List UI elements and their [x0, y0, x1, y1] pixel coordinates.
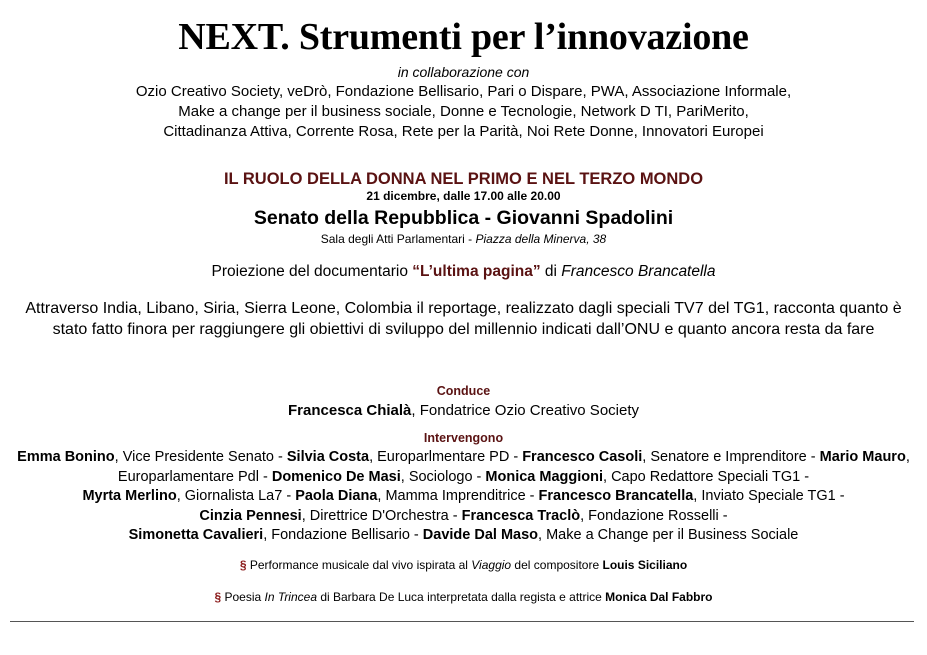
performance-line [0, 557, 927, 573]
poetry-line [0, 589, 927, 605]
poem-title: In Trincea [264, 590, 317, 604]
speaker-role: , Europarlamentare Pdl - [117, 449, 910, 485]
speaker-name: Paola Diana [295, 488, 378, 505]
speaker-name: Emma Bonino [17, 449, 115, 465]
speaker-name: Domenico De Masi [271, 468, 401, 485]
event-description: Attraverso India, Libano, Siria, Sierra Leone, Colombia il reportage, realizzato dagli speciali TV7 del TG1, racconta quanto è stato fatto finora per raggiungere gli obiettivi di sviluppo del millennio indicati dall’ONU e quanto ancora resta da fare [25, 300, 902, 338]
performance-prefix: Performance musicale dal vivo ispirata al [246, 558, 472, 572]
event-venue: Senato della Repubblica - Giovanni Spadolini [253, 207, 674, 229]
speaker-name: Silvia Costa [286, 449, 370, 465]
speaker-name: Monica Maggioni [485, 468, 604, 485]
projection-prefix: Proiezione del documentario [211, 263, 413, 280]
speaker-name: Cinzia Pennesi [199, 507, 302, 524]
speaker-name: Francesco Brancatella [538, 488, 694, 505]
partner-line: Make a change per il business sociale, Donne e Tecnologie, Network D TI, PariMerito, [178, 103, 749, 120]
speaker-role: , Senatore e Imprenditore - [642, 449, 820, 465]
partner-line: Cittadinanza Attiva, Corrente Rosa, Rete per la Parità, Noi Rete Donne, Innovatori Europei [163, 123, 764, 140]
collaboration-label: in collaborazione con [397, 64, 530, 80]
speaker-name: Davide Dal Maso [422, 527, 539, 544]
composer-name: Louis Siciliano [602, 558, 688, 572]
speaker-role: , Giornalista La7 - [176, 488, 296, 505]
projection-line [0, 262, 927, 282]
moderator-line [0, 401, 927, 421]
speaker-role: , Fondazione Rosselli - [580, 507, 728, 524]
venue-room [0, 232, 927, 247]
poetry-prefix: Poesia [221, 590, 265, 604]
moderator-role: , Fondatrice Ozio Creativo Society [411, 402, 639, 419]
speaker-list [8, 448, 919, 546]
event-subtitle: IL RUOLO DELLA DONNA NEL PRIMO E NEL TERZO MONDO [223, 170, 704, 188]
documentary-title: “L’ultima pagina” [412, 263, 541, 280]
speaker-role: , Mamma Imprenditrice - [377, 488, 539, 505]
performance-middle: del compositore [511, 558, 603, 572]
projection-middle: di [540, 263, 562, 280]
speaker-role: , Make a Change per il Business Sociale [538, 527, 799, 544]
speaker-name: Francesco Casoli [522, 449, 643, 465]
speaker-role: , Inviato Speciale TG1 - [693, 488, 845, 505]
section-mark-icon: § [214, 590, 222, 604]
page-title: NEXT. Strumenti per l’innovazione [178, 16, 749, 58]
speaker-role: , Direttrice D'Orchestra - [301, 507, 462, 524]
speaker-role: , Sociologo - [400, 468, 486, 485]
speaker-name: Mario Mauro [819, 449, 906, 465]
event-date: 21 dicembre, dalle 17.00 alle 20.00 [366, 189, 561, 203]
partner-list [0, 82, 927, 142]
venue-address: Piazza della Minerva, 38 [475, 232, 607, 246]
performance-work: Viaggio [471, 558, 512, 572]
speaker-name: Myrta Merlino [82, 488, 177, 505]
speaker-name: Simonetta Cavalieri [128, 527, 264, 544]
section-mark-icon: § [239, 558, 247, 572]
room-name: Sala degli Atti Parlamentari - [320, 232, 476, 246]
speaker-role: , Vice Presidente Senato - [114, 449, 287, 465]
speaker-role: , Capo Redattore Speciali TG1 - [603, 468, 810, 485]
partner-line: Ozio Creativo Society, veDrò, Fondazione Bellisario, Pari o Dispare, PWA, Associazione Informale, [135, 83, 792, 100]
speakers-label: Intervengono [423, 431, 504, 445]
performer-name: Monica Dal Fabbro [605, 590, 713, 604]
speaker-role: , Fondazione Bellisario - [263, 527, 423, 544]
speaker-role: , Europarlmentare PD - [369, 449, 523, 465]
speaker-name: Francesca Traclò [461, 507, 581, 524]
poetry-middle: di Barbara De Luca interpretata dalla regista e attrice [317, 590, 606, 604]
moderator-name: Francesca Chialà [288, 402, 412, 419]
documentary-director: Francesco Brancatella [561, 263, 716, 280]
moderator-label: Conduce [436, 384, 491, 398]
bottom-divider [10, 621, 914, 622]
